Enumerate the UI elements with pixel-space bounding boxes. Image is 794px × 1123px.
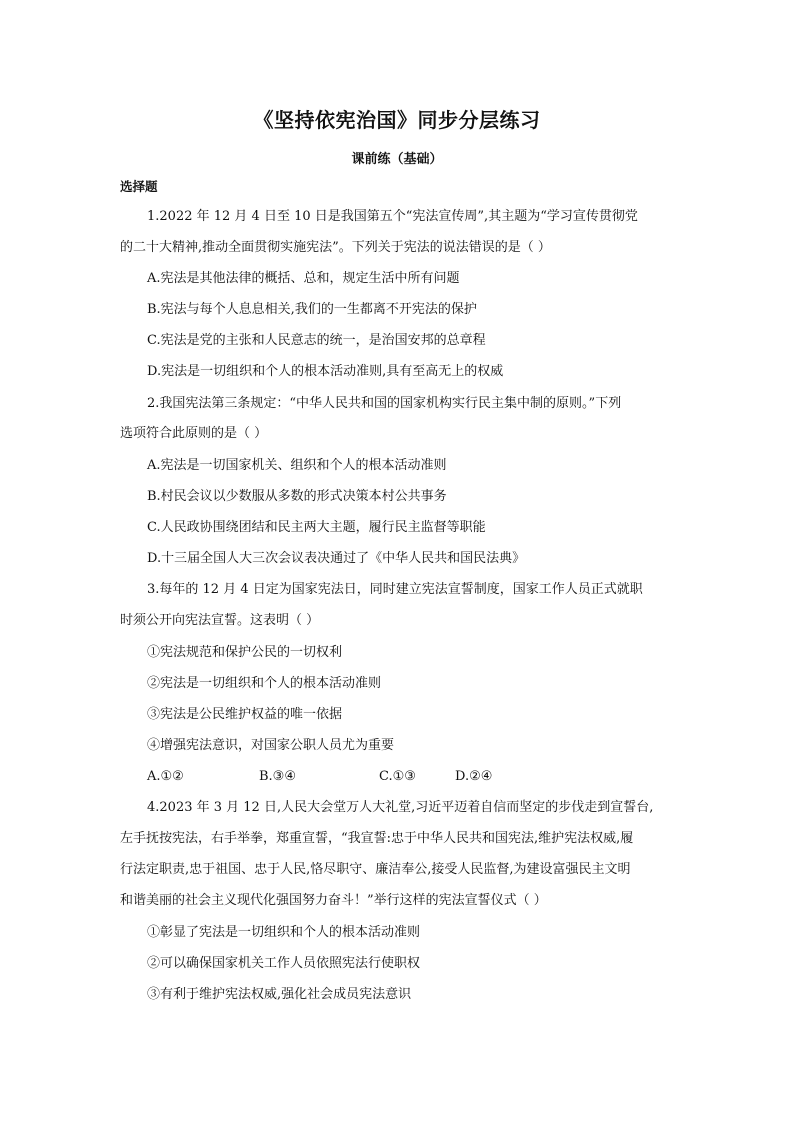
q3-choice-b: B.③④ [259,769,296,784]
q4-stem-line2: 左手抚按宪法，右手举拳，郑重宣誓，“我宣誓:忠于中华人民共和国宪法,维护宪法权威,履 [120,831,634,846]
page-subtitle: 课前练（基础） [351,152,443,167]
q1-option-c: C.宪法是党的主张和人民意志的统一，是治国安邦的总章程 [147,333,486,348]
q4-stem-line1: 4.2023 年 3 月 12 日,人民大会堂万人大礼堂,习近平迈着自信而坚定的步伐走到宣誓台, [147,800,654,815]
q2-option-a: A.宪法是一切国家机关、组织和个人的根本活动准则 [147,458,447,473]
q3-stem-line1: 3.每年的 12 月 4 日定为国家宪法日，同时建立宪法宣誓制度，国家工作人员正式就职 [147,582,643,597]
q4-statement-2: ②可以确保国家机关工作人员依照宪法行使职权 [147,956,421,971]
q1-option-d: D.宪法是一切组织和个人的根本活动准则,具有至高无上的权威 [147,364,504,379]
q4-statement-3: ③有利于维护宪法权威,强化社会成员宪法意识 [147,987,412,1002]
q3-statement-3: ③宪法是公民维护权益的唯一依据 [147,707,343,722]
q2-option-d: D.十三届全国人大三次会议表决通过了《中华人民共和国民法典》 [147,551,526,566]
q3-statement-4: ④增强宪法意识，对国家公职人员尤为重要 [147,738,395,753]
q3-statement-2: ②宪法是一切组织和个人的根本活动准则 [147,676,382,691]
q4-stem-line3: 行法定职责,忠于祖国、忠于人民,恪尽职守、廉洁奉公,接受人民监督,为建设富强民主文明 [120,862,631,877]
q3-stem-line2: 时须公开向宪法宣誓。这表明（ ） [120,613,320,628]
q2-stem-line2: 选项符合此原则的是（ ） [120,426,268,441]
q4-stem-line4: 和谐美丽的社会主义现代化强国努力奋斗！”举行这样的宪法宣誓仪式（ ） [120,893,547,908]
q1-stem-line1: 1.2022 年 12 月 4 日至 10 日是我国第五个“宪法宣传周”,其主题为“学习宣传贯彻党 [147,209,638,224]
q3-statement-1: ①宪法规范和保护公民的一切权利 [147,645,343,660]
q4-statement-1: ①彰显了宪法是一切组织和个人的根本活动准则 [147,925,421,940]
q1-option-a: A.宪法是其他法律的概括、总和，规定生活中所有问题 [147,271,460,286]
section-heading: 选择题 [120,179,158,194]
q1-stem-line2: 的二十大精神,推动全面贯彻实施宪法”。下列关于宪法的说法错误的是（ ） [120,240,551,255]
q1-option-b: B.宪法与每个人息息相关,我们的一生都离不开宪法的保护 [147,302,477,317]
q2-stem-line1: 2.我国宪法第三条规定：“中华人民共和国的国家机构实行民主集中制的原则。”下列 [147,396,622,411]
q2-option-c: C.人民政协围绕团结和民主两大主题，履行民主监督等职能 [147,520,486,535]
q3-choice-d: D.②④ [455,769,493,784]
q3-choice-c: C.①③ [379,769,416,784]
q3-choice-a: A.①② [147,769,184,784]
page-title: 《坚持依宪治国》同步分层练习 [253,108,541,132]
q2-option-b: B.村民会议以少数服从多数的形式决策本村公共事务 [147,489,447,504]
